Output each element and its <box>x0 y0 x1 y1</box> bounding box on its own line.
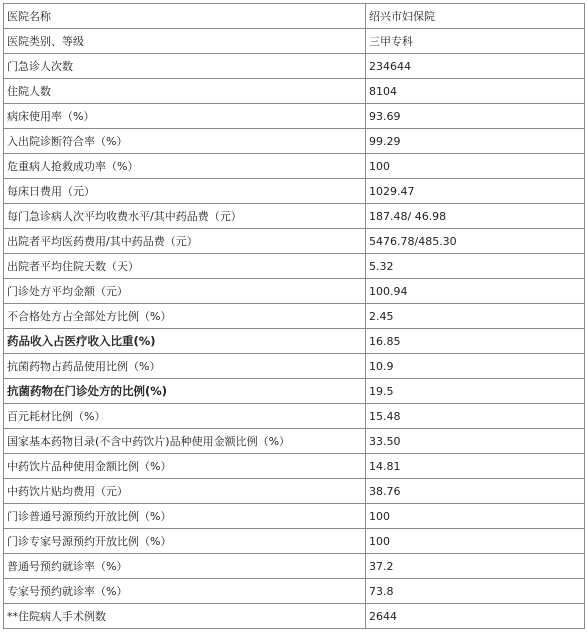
table-row <box>4 579 585 604</box>
row-label: 门急诊人次数 <box>4 54 366 79</box>
row-value: 5476.78/485.30 <box>366 229 585 254</box>
row-label: 病床使用率（%） <box>4 104 366 129</box>
row-label: **住院病人手术例数 <box>4 604 366 629</box>
table-row <box>4 54 585 79</box>
row-label: 百元耗材比例（%） <box>4 404 366 429</box>
row-label: 门诊处方平均金额（元） <box>4 279 366 304</box>
table-row <box>4 379 585 404</box>
row-label: 中药饮片品种使用金额比例（%） <box>4 454 366 479</box>
row-label: 住院人数 <box>4 79 366 104</box>
table-row <box>4 254 585 279</box>
row-value: 100 <box>366 504 585 529</box>
table-row <box>4 154 585 179</box>
table-row <box>4 429 585 454</box>
row-value: 99.29 <box>366 129 585 154</box>
row-label: 门诊普通号源预约开放比例（%） <box>4 504 366 529</box>
table-row <box>4 229 585 254</box>
table-row <box>4 329 585 354</box>
row-value: 5.32 <box>366 254 585 279</box>
table-row <box>4 529 585 554</box>
table-row <box>4 204 585 229</box>
table-row <box>4 179 585 204</box>
table-row <box>4 129 585 154</box>
row-value: 16.85 <box>366 329 585 354</box>
table-row <box>4 404 585 429</box>
table-row <box>4 354 585 379</box>
row-label: 出院者平均医药费用/其中药品费（元） <box>4 229 366 254</box>
stats-table-body <box>4 4 585 629</box>
table-row <box>4 454 585 479</box>
row-value: 14.81 <box>366 454 585 479</box>
row-label: 出院者平均住院天数（天） <box>4 254 366 279</box>
row-label: 不合格处方占全部处方比例（%） <box>4 304 366 329</box>
row-label: 每床日费用（元） <box>4 179 366 204</box>
table-row <box>4 79 585 104</box>
row-label: 门诊专家号源预约开放比例（%） <box>4 529 366 554</box>
row-value: 1029.47 <box>366 179 585 204</box>
row-value: 33.50 <box>366 429 585 454</box>
row-value: 38.76 <box>366 479 585 504</box>
row-label: 医院类别、等级 <box>4 29 366 54</box>
row-value: 10.9 <box>366 354 585 379</box>
row-value: 100 <box>366 154 585 179</box>
row-label: 抗菌药物在门诊处方的比例(%) <box>4 379 366 404</box>
row-label: 每门急诊病人次平均收费水平/其中药品费（元） <box>4 204 366 229</box>
row-value: 绍兴市妇保院 <box>366 4 585 29</box>
row-value: 73.8 <box>366 579 585 604</box>
row-value: 93.69 <box>366 104 585 129</box>
row-label: 抗菌药物占药品使用比例（%） <box>4 354 366 379</box>
table-row <box>4 279 585 304</box>
row-value: 15.48 <box>366 404 585 429</box>
row-label: 专家号预约就诊率（%） <box>4 579 366 604</box>
table-row <box>4 29 585 54</box>
table-row <box>4 504 585 529</box>
row-value: 三甲专科 <box>366 29 585 54</box>
hospital-stats-table <box>3 3 585 629</box>
row-value: 100.94 <box>366 279 585 304</box>
row-value: 8104 <box>366 79 585 104</box>
table-row <box>4 479 585 504</box>
row-value: 37.2 <box>366 554 585 579</box>
table-row <box>4 104 585 129</box>
row-label: 医院名称 <box>4 4 366 29</box>
row-value: 2.45 <box>366 304 585 329</box>
table-row <box>4 554 585 579</box>
row-label: 危重病人抢救成功率（%） <box>4 154 366 179</box>
row-label: 入出院诊断符合率（%） <box>4 129 366 154</box>
row-value: 234644 <box>366 54 585 79</box>
row-label: 药品收入占医疗收入比重(%) <box>4 329 366 354</box>
table-row <box>4 304 585 329</box>
row-label: 国家基本药物目录(不含中药饮片)品种使用金额比例（%） <box>4 429 366 454</box>
row-label: 普通号预约就诊率（%） <box>4 554 366 579</box>
row-value: 19.5 <box>366 379 585 404</box>
table-row <box>4 4 585 29</box>
table-row <box>4 604 585 629</box>
row-value: 187.48/ 46.98 <box>366 204 585 229</box>
row-label: 中药饮片贴均费用（元） <box>4 479 366 504</box>
row-value: 2644 <box>366 604 585 629</box>
row-value: 100 <box>366 529 585 554</box>
